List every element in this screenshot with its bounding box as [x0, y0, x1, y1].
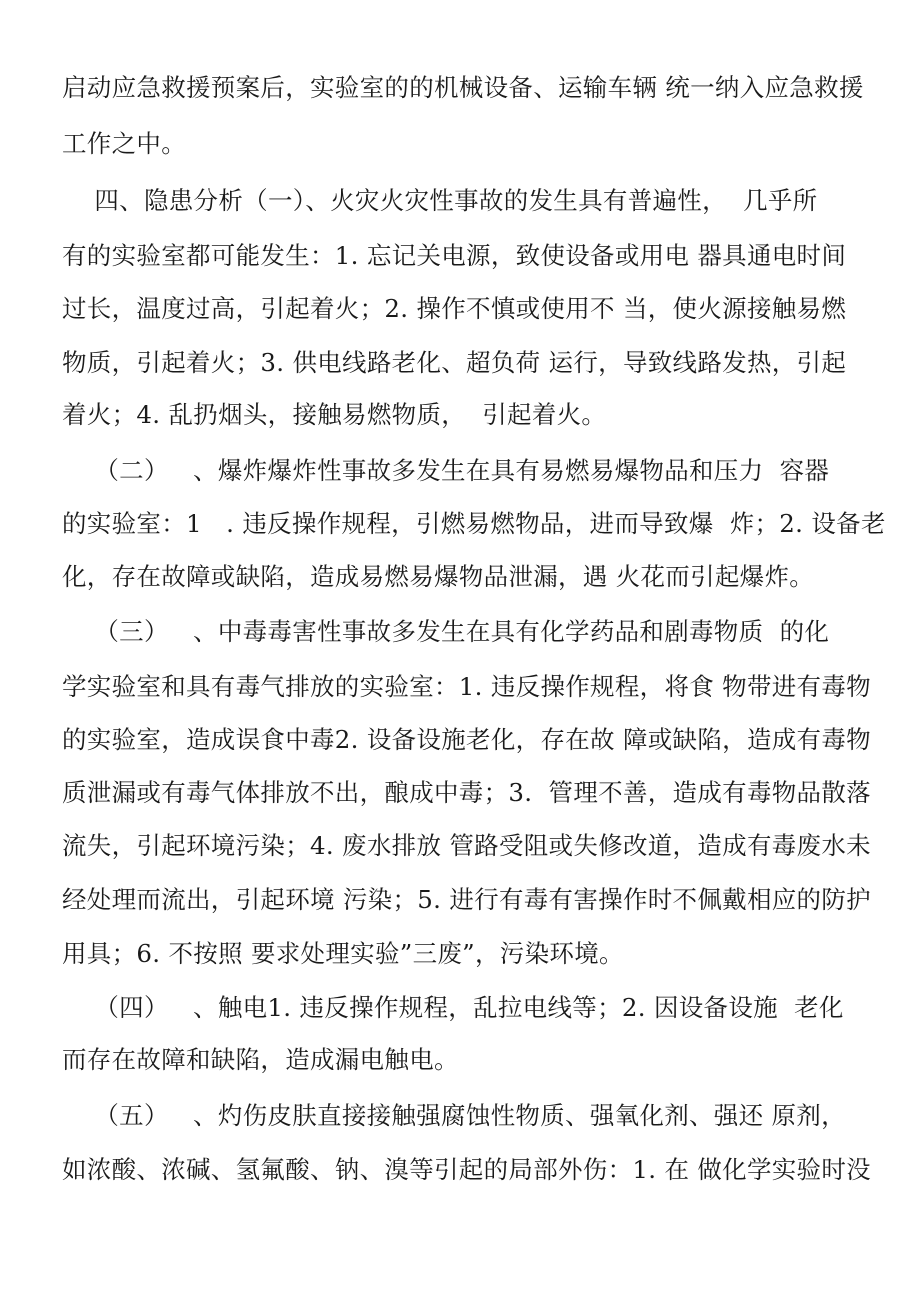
text-line: 着火；4. 乱扔烟头，接触易燃物质， 引起着火。 — [62, 400, 607, 429]
text-line: 化，存在故障或缺陷，造成易燃易爆物品泄漏，遇 火花而引起爆炸。 — [62, 562, 815, 591]
text-line: 过长，温度过高，引起着火；2. 操作不慎或使用不 当，使火源接触易燃 — [62, 294, 847, 323]
text-line: 工作之中。 — [62, 129, 186, 158]
text-line: （二） 、爆炸爆炸性事故多发生在具有易燃易爆物品和压力 容器 — [62, 456, 830, 485]
text-line: 有的实验室都可能发生：1. 忘记关电源，致使设备或用电 器具通电时间 — [62, 241, 847, 270]
text-line: （五） 、灼伤皮肤直接接触强腐蚀性物质、强氧化剂、强还 原剂， — [62, 1101, 846, 1130]
text-line: 而存在故障和缺陷，造成漏电触电。 — [62, 1045, 459, 1074]
text-line: 流失，引起环境污染；4. 废水排放 管路受阻或失修改道，造成有毒废水未 — [62, 831, 871, 860]
text-line: 质泄漏或有毒气体排放不出，酿成中毒；3. 管理不善，造成有毒物品散落 — [62, 778, 871, 807]
text-line: （四） 、触电1. 违反操作规程，乱拉电线等；2. 因设备设施 老化 — [62, 993, 844, 1022]
text-line: 经处理而流出，引起环境 污染；5. 进行有毒有害操作时不佩戴相应的防护 — [62, 885, 871, 914]
text-line: 如浓酸、浓碱、氢氟酸、钠、溴等引起的局部外伤：1. 在 做化学实验时没 — [62, 1155, 871, 1184]
text-line: 启动应急救援预案后，实验室的的机械设备、运输车辆 统一纳入应急救援 — [62, 73, 864, 102]
text-line: 的实验室：1 . 违反操作规程，引燃易燃物品，进而导致爆 炸；2. 设备老 — [62, 509, 886, 538]
text-line: 用具；6. 不按照 要求处理实验”三废”，污染环境。 — [62, 939, 624, 968]
text-line: 四、隐患分析（一）、火灾火灾性事故的发生具有普遍性， 几乎所 — [62, 186, 818, 215]
text-line: （三） 、中毒毒害性事故多发生在具有化学药品和剧毒物质 的化 — [62, 617, 830, 646]
text-line: 的实验室，造成误食中毒2. 设备设施老化，存在故 障或缺陷，造成有毒物 — [62, 725, 871, 754]
text-line: 学实验室和具有毒气排放的实验室：1. 违反操作规程，将食 物带进有毒物 — [62, 672, 871, 701]
text-line: 物质，引起着火；3. 供电线路老化、超负荷 运行，导致线路发热，引起 — [62, 348, 847, 377]
